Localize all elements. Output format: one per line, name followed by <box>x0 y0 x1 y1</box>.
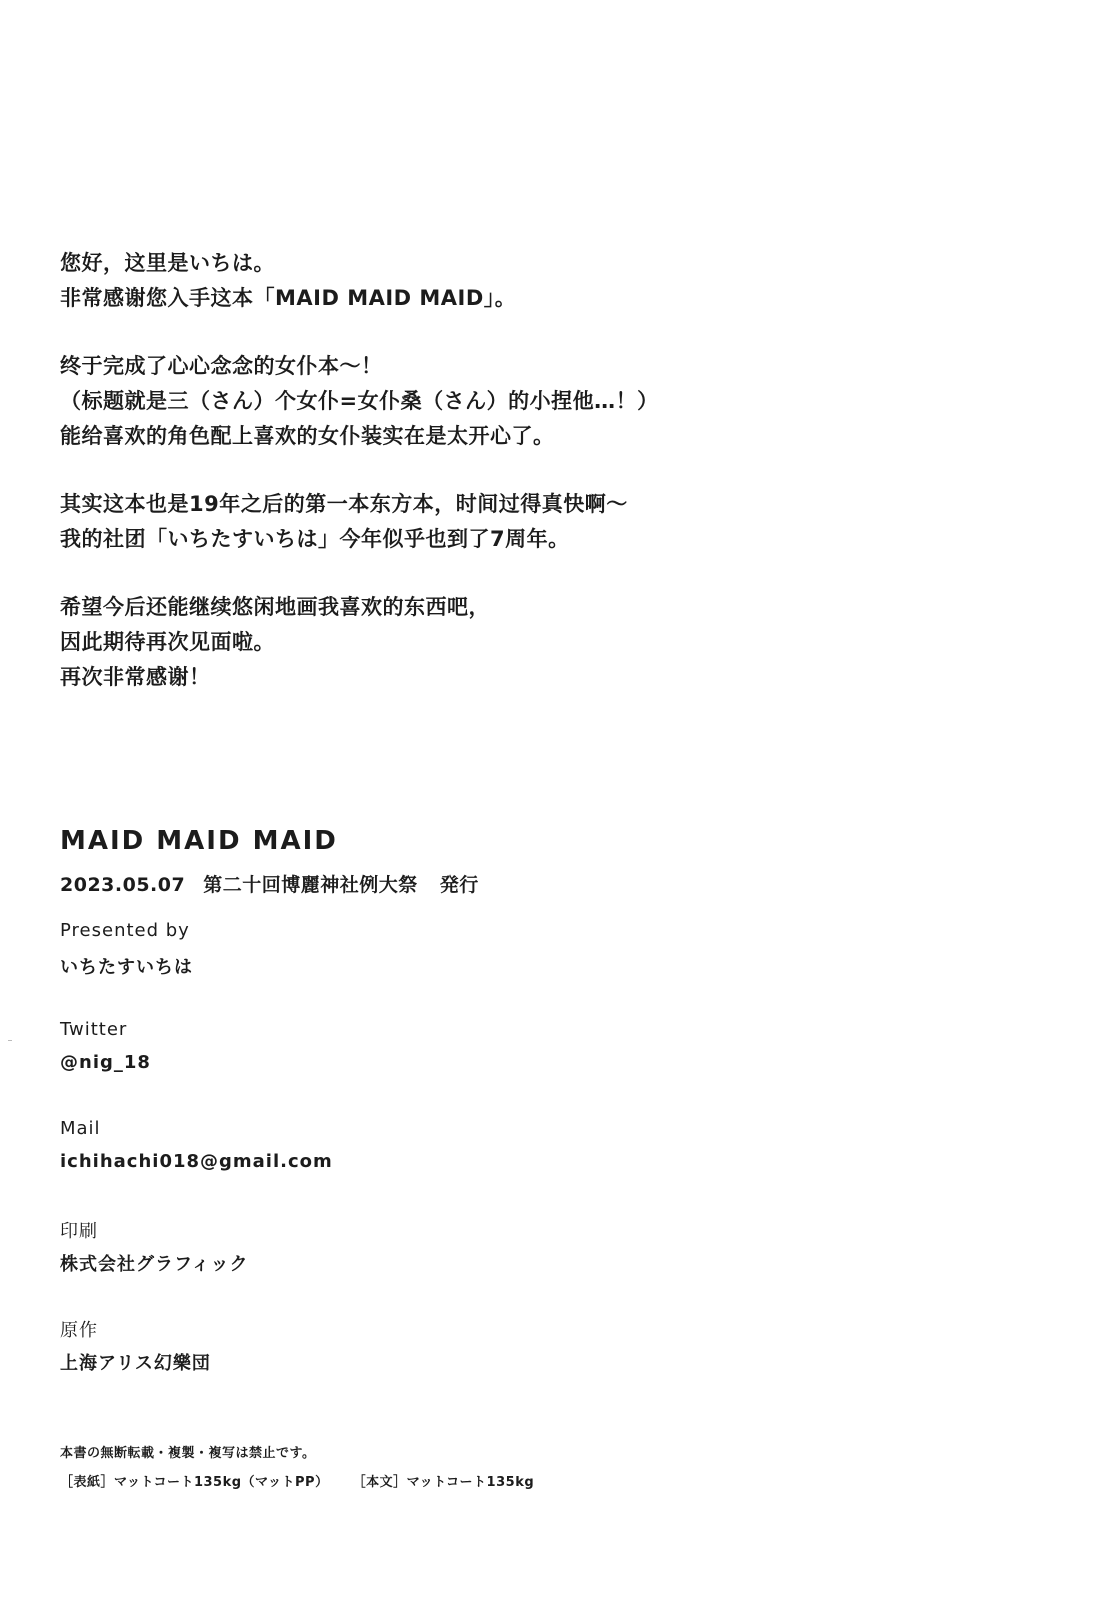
body-spec: ［本文］マットコート135kg <box>352 1475 535 1490</box>
message-line: 我的社团「いちたすいちは」今年似乎也到了7周年。 <box>60 527 570 551</box>
message-line: 再次非常感谢！ <box>60 665 211 689</box>
message-line: 非常感谢您入手这本「MAID MAID MAID」。 <box>60 286 517 310</box>
legal-notice: 本書の無断転載・複製・複写は禁止です。 <box>60 1446 316 1461</box>
credit-value-printer: 株式会社グラフィック <box>60 1254 249 1275</box>
message-line: 希望今后还能继续悠闲地画我喜欢的东西吧， <box>60 595 490 619</box>
credit-label-printing: 印刷 <box>60 1221 98 1242</box>
issued-label: 発行 <box>439 874 479 896</box>
credit-value-circle: いちたすいちは <box>60 957 193 978</box>
paper-specs <box>60 1471 534 1490</box>
cover-spec: ［表紙］マットコート135kg（マットPP） <box>60 1475 329 1490</box>
message-line: 终于完成了心心念念的女仆本～！ <box>60 354 383 378</box>
message-line: 因此期待再次见面啦。 <box>60 630 275 654</box>
credit-value-twitter-handle: @nig_18 <box>60 1052 151 1073</box>
credit-label-twitter: Twitter <box>60 1019 128 1040</box>
publication-date: 2023.05.07 <box>60 874 186 896</box>
message-line: （标题就是三（さん）个女仆=女仆桑（さん）的小捏他…！） <box>60 389 659 413</box>
message-line: 您好，这里是いちは。 <box>60 251 275 275</box>
credit-value-email: ichihachi018@gmail.com <box>60 1151 333 1172</box>
credit-label-mail: Mail <box>60 1118 101 1139</box>
credit-value-original-author: 上海アリス幻樂団 <box>60 1353 211 1374</box>
message-line: 其实这本也是19年之后的第一本东方本，时间过得真快啊～ <box>60 492 628 516</box>
book-title: MAID MAID MAID <box>60 826 338 856</box>
publication-line <box>60 870 479 897</box>
credit-label-original-work: 原作 <box>60 1320 98 1341</box>
credit-label-presented-by: Presented by <box>60 920 190 941</box>
event-name: 第二十回博麗神社例大祭 <box>203 874 418 896</box>
message-line: 能给喜欢的角色配上喜欢的女仆装实在是太开心了。 <box>60 424 555 448</box>
scan-speck <box>8 1040 12 1041</box>
